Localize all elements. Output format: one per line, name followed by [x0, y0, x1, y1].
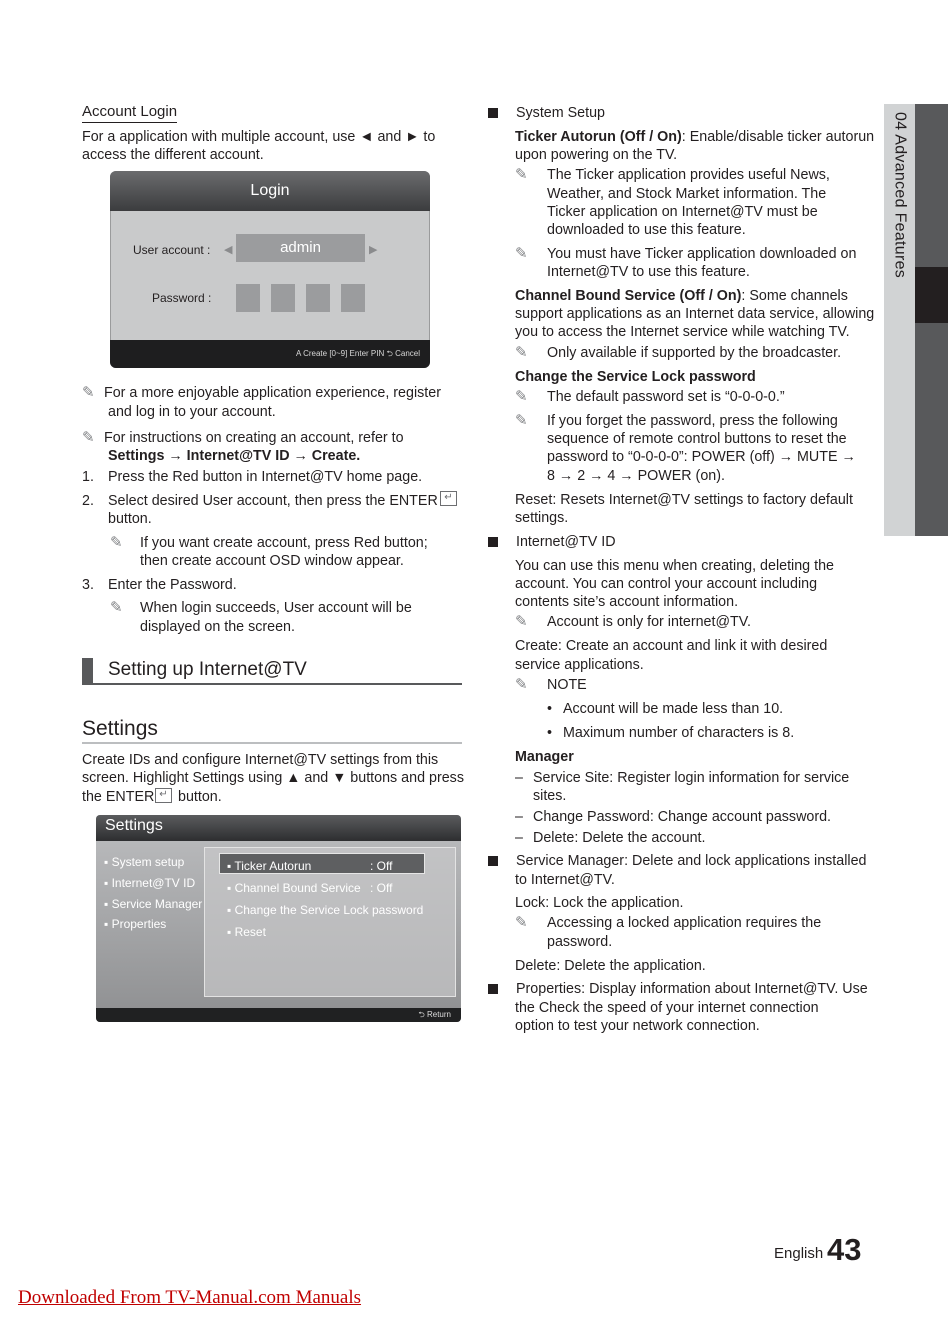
note-line: downloaded to use this feature.	[547, 222, 746, 238]
create-desc: service applications.	[515, 657, 644, 673]
user-account-label: User account :	[133, 243, 211, 257]
pencil-note-icon: ✎	[515, 914, 528, 931]
pencil-note-icon: ✎	[82, 429, 95, 446]
note-line: You must have Ticker application downloaded on	[547, 246, 857, 262]
props-desc: the Check the speed of your internet connection	[515, 1000, 819, 1016]
note-line: and log in to your account.	[108, 404, 276, 420]
option-ticker-autorun[interactable]: ▪ Ticker Autorun	[227, 859, 312, 873]
square-bullet-icon	[488, 984, 498, 994]
pin-box[interactable]	[271, 284, 295, 312]
delete-desc: Delete: Delete the application.	[515, 958, 706, 974]
note-label: NOTE	[547, 677, 587, 693]
step-text: button.	[108, 511, 152, 527]
create-desc: Create: Create an account and link it with desired	[515, 638, 828, 654]
option-channel-bound[interactable]: ▪ Channel Bound Service	[227, 881, 361, 895]
reset-desc: Reset: Resets Internet@TV settings to factory default	[515, 492, 853, 508]
id-desc: contents site’s account information.	[515, 594, 739, 610]
internet-tv-id-item: Internet@TV ID	[488, 533, 616, 552]
login-footer-hints: A Create [0~9] Enter PIN ⮌ Cancel	[295, 349, 420, 358]
arrow-left-icon[interactable]: ◀	[224, 244, 233, 256]
lock-desc: Lock: Lock the application.	[515, 895, 684, 911]
section-marker	[82, 658, 93, 684]
note-line: displayed on the screen.	[140, 619, 295, 635]
pencil-note-icon: ✎	[515, 388, 528, 405]
settings-intro: button.	[178, 789, 222, 805]
pin-box[interactable]	[341, 284, 365, 312]
sm-desc: to Internet@TV.	[515, 872, 615, 888]
cbs-desc: support applications as an Internet data service, allowing	[515, 306, 875, 322]
service-manager-item: Service Manager: Delete and lock applications installed	[488, 852, 866, 871]
pencil-note-icon: ✎	[515, 245, 528, 262]
note-line: sequence of remote control buttons to reset the	[547, 431, 847, 447]
square-bullet-icon	[488, 856, 498, 866]
menu-internet-tv-id[interactable]: ▪ Internet@TV ID	[104, 876, 196, 890]
ticker-desc: : Enable/disable ticker autorun	[681, 129, 875, 145]
note-line: Account is only for internet@TV.	[547, 614, 751, 630]
note-line: Only available if supported by the broadcaster.	[547, 345, 842, 361]
note-line: 8 → 2 → 4 → POWER (on).	[547, 468, 725, 484]
note-line: ✎ If you want create account, press Red button;	[110, 534, 428, 551]
pencil-note-icon: ✎	[82, 384, 95, 401]
step-text: Enter the Password.	[108, 577, 237, 593]
chapter-side-tab	[884, 104, 948, 536]
arrow-right-icon[interactable]: ▶	[369, 244, 378, 256]
login-title: Login	[110, 171, 430, 211]
cbs-desc: you to access the Internet service while watching TV.	[515, 324, 850, 340]
menu-system-setup[interactable]: ▪ System setup	[104, 855, 185, 869]
user-account-value[interactable]: admin	[236, 234, 365, 262]
dash-item: – Service Site: Register login information for service	[515, 770, 850, 786]
note-line: password to “0-0-0-0”: POWER (off) → MUTE →	[547, 449, 856, 465]
dash-item: – Change Password: Change account password.	[515, 809, 832, 825]
id-desc: You can use this menu when creating, deleting the	[515, 558, 834, 574]
note-line: The Ticker application provides useful News,	[547, 167, 830, 183]
login-dialog	[110, 171, 430, 368]
note-line: If you forget the password, press the following	[547, 413, 838, 429]
lock-title: Change the Service Lock password	[515, 369, 756, 385]
pencil-note-icon: ✎	[515, 166, 528, 183]
bullet-item: • Account will be made less than 10.	[547, 701, 784, 717]
note-line: Internet@TV to use this feature.	[547, 264, 750, 280]
note-line: The default password set is “0-0-0-0.”	[547, 389, 785, 405]
pin-box[interactable]	[306, 284, 330, 312]
settings-screen	[96, 815, 461, 1022]
menu-service-manager[interactable]: ▪ Service Manager	[104, 897, 203, 911]
settings-intro: the ENTER	[82, 789, 155, 805]
footer-language: English	[774, 1245, 824, 1262]
props-desc: option to test your network connection.	[515, 1018, 760, 1034]
square-bullet-icon	[488, 108, 498, 118]
step-number: 3.	[82, 577, 94, 593]
note-line: Ticker application on Internet@TV must be	[547, 204, 818, 220]
step-text: Press the Red button in Internet@TV home page.	[108, 469, 423, 485]
chapter-label: 04 Advanced Features	[891, 112, 909, 279]
download-link[interactable]: Downloaded From TV-Manual.com Manuals	[18, 1287, 362, 1308]
settings-intro: Create IDs and configure Internet@TV settings from this	[82, 752, 439, 768]
bullet-item: • Maximum number of characters is 8.	[547, 725, 795, 741]
pencil-note-icon: ✎	[110, 534, 123, 551]
intro-line: For a application with multiple account, use ◄ and ► to	[82, 129, 436, 145]
pin-box[interactable]	[236, 284, 260, 312]
note-line: Accessing a locked application requires the	[547, 915, 822, 931]
note-line: ✎ For a more enjoyable application experience, register	[82, 384, 441, 401]
pencil-note-icon: ✎	[515, 412, 528, 429]
enter-icon: ↵	[155, 788, 172, 803]
square-bullet-icon	[488, 537, 498, 547]
step-number: 1.	[82, 469, 94, 485]
note-line: ✎ When login succeeds, User account will be	[110, 599, 412, 616]
dash-item: sites.	[533, 788, 567, 804]
note-line: Settings → Internet@TV ID → Create.	[108, 448, 361, 464]
ticker-title: Ticker Autorun (Off / On)	[515, 129, 682, 145]
pencil-note-icon: ✎	[110, 599, 123, 616]
step-number: 2.	[82, 493, 94, 509]
intro-line: access the different account.	[82, 147, 264, 163]
page-number: 43	[827, 1232, 862, 1267]
manager-label: Manager	[515, 749, 574, 765]
note-line: ✎ For instructions on creating an account, refer to	[82, 429, 404, 446]
step-text: Select desired User account, then press the ENTER	[108, 493, 438, 509]
return-hint[interactable]: ⮌ Return	[418, 1010, 451, 1019]
reset-desc: settings.	[515, 510, 569, 526]
account-login-heading: Account Login	[82, 103, 177, 123]
note-line: then create account OSD window appear.	[140, 553, 404, 569]
option-change-lock[interactable]: ▪ Change the Service Lock password	[227, 903, 424, 917]
enter-icon: ↵	[440, 491, 457, 506]
menu-properties[interactable]: ▪ Properties	[104, 917, 167, 931]
id-desc: account. You can control your account including	[515, 576, 818, 592]
ticker-desc: upon powering on the TV.	[515, 147, 678, 163]
option-reset[interactable]: ▪ Reset	[227, 925, 266, 939]
dash-item: – Delete: Delete the account.	[515, 830, 706, 846]
pencil-note-icon: ✎	[515, 676, 528, 693]
settings-heading: Settings	[82, 717, 158, 740]
settings-intro: screen. Highlight Settings using ▲ and ▼ buttons and press	[82, 770, 464, 786]
cbs-desc: : Some channels	[741, 288, 848, 304]
section-title: Setting up Internet@TV	[108, 659, 307, 680]
option-value: : Off	[370, 881, 393, 895]
pencil-note-icon: ✎	[515, 344, 528, 361]
settings-screen-title: Settings	[96, 815, 461, 841]
note-line: Weather, and Stock Market information. The	[547, 186, 827, 202]
pencil-note-icon: ✎	[515, 613, 528, 630]
cbs-title: Channel Bound Service (Off / On)	[515, 288, 742, 304]
system-setup-item: System Setup	[488, 104, 605, 123]
option-value: : Off	[370, 859, 393, 873]
note-line: password.	[547, 934, 613, 950]
password-label: Password :	[152, 291, 212, 305]
properties-item: Properties: Display information about Internet@TV. Use	[488, 980, 868, 999]
